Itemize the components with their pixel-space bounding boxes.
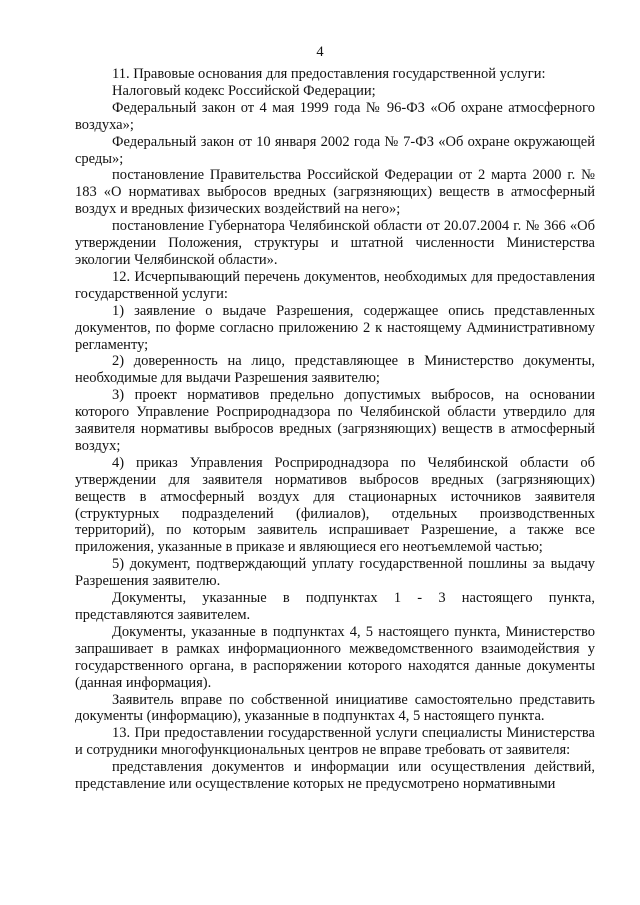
paragraph: 2) доверенность на лицо, представляющее в Министерство документы, необходимые для выдачи Разрешения заявителю; bbox=[75, 353, 595, 387]
paragraph: Федеральный закон от 10 января 2002 года № 7-ФЗ «Об охране окружающей среды»; bbox=[75, 133, 595, 167]
paragraph: 3) проект нормативов предельно допустимых выбросов, на основании которого Управление Росприроднадзора по Челябинской области утвердило для заявителя нормативы выбросов вредных (загрязняющих) веществ в атмосферный воздух; bbox=[75, 387, 595, 454]
paragraph: 4) приказ Управления Росприроднадзора по Челябинской области об утверждении для заявителя нормативов выбросов вредных (загрязняющих) веществ в атмосферный воздух для стационарных источников заявителя (структурных подразделений (филиалов), отдельных производственных территорий), по которым заявитель испрашивает Разрешение, а также все приложения, указанные в приказе и являющиеся его неотъемлемой частью; bbox=[75, 454, 595, 556]
paragraph: 12. Исчерпывающий перечень документов, необходимых для предоставления государственной услуги: bbox=[75, 268, 595, 302]
page-number: 4 bbox=[316, 44, 324, 60]
paragraph: Федеральный закон от 4 мая 1999 года № 96-ФЗ «Об охране атмосферного воздуха»; bbox=[75, 99, 595, 133]
paragraph: Заявитель вправе по собственной инициативе самостоятельно представить документы (информацию), указанные в подпунктах 4, 5 настоящего пункта. bbox=[75, 691, 595, 725]
document-body bbox=[75, 66, 595, 793]
paragraph: постановление Губернатора Челябинской области от 20.07.2004 г. № 366 «Об утверждении Положения, структуры и штатной численности Министерства экологии Челябинской области». bbox=[75, 218, 595, 268]
paragraph: постановление Правительства Российской Федерации от 2 марта 2000 г. № 183 «О нормативах выбросов вредных (загрязняющих) веществ в атмосферный воздух и вредных физических воздействий на него»; bbox=[75, 167, 595, 218]
paragraph: представления документов и информации или осуществления действий, представление или осуществление которых не предусмотрено нормативными bbox=[75, 759, 595, 793]
paragraph: Налоговый кодекс Российской Федерации; bbox=[112, 82, 376, 99]
paragraph: Документы, указанные в подпунктах 4, 5 настоящего пункта, Министерство запрашивает в рамках информационного межведомственного взаимодействия у государственного органа, в распоряжении которого находятся данные документы (данная информация). bbox=[75, 623, 595, 691]
paragraph: 11. Правовые основания для предоставления государственной услуги: bbox=[112, 66, 546, 82]
paragraph: 13. При предоставлении государственной услуги специалисты Министерства и сотрудники многофункциональных центров не вправе требовать от заявителя: bbox=[75, 725, 595, 759]
paragraph: Документы, указанные в подпунктах 1 - 3 настоящего пункта, представляются заявителем. bbox=[75, 590, 595, 623]
paragraph: 5) документ, подтверждающий уплату государственной пошлины за выдачу Разрешения заявителю. bbox=[75, 556, 595, 590]
paragraph: 1) заявление о выдаче Разрешения, содержащее опись представленных документов, по форме согласно приложению 2 к настоящему Административному регламенту; bbox=[75, 302, 595, 353]
